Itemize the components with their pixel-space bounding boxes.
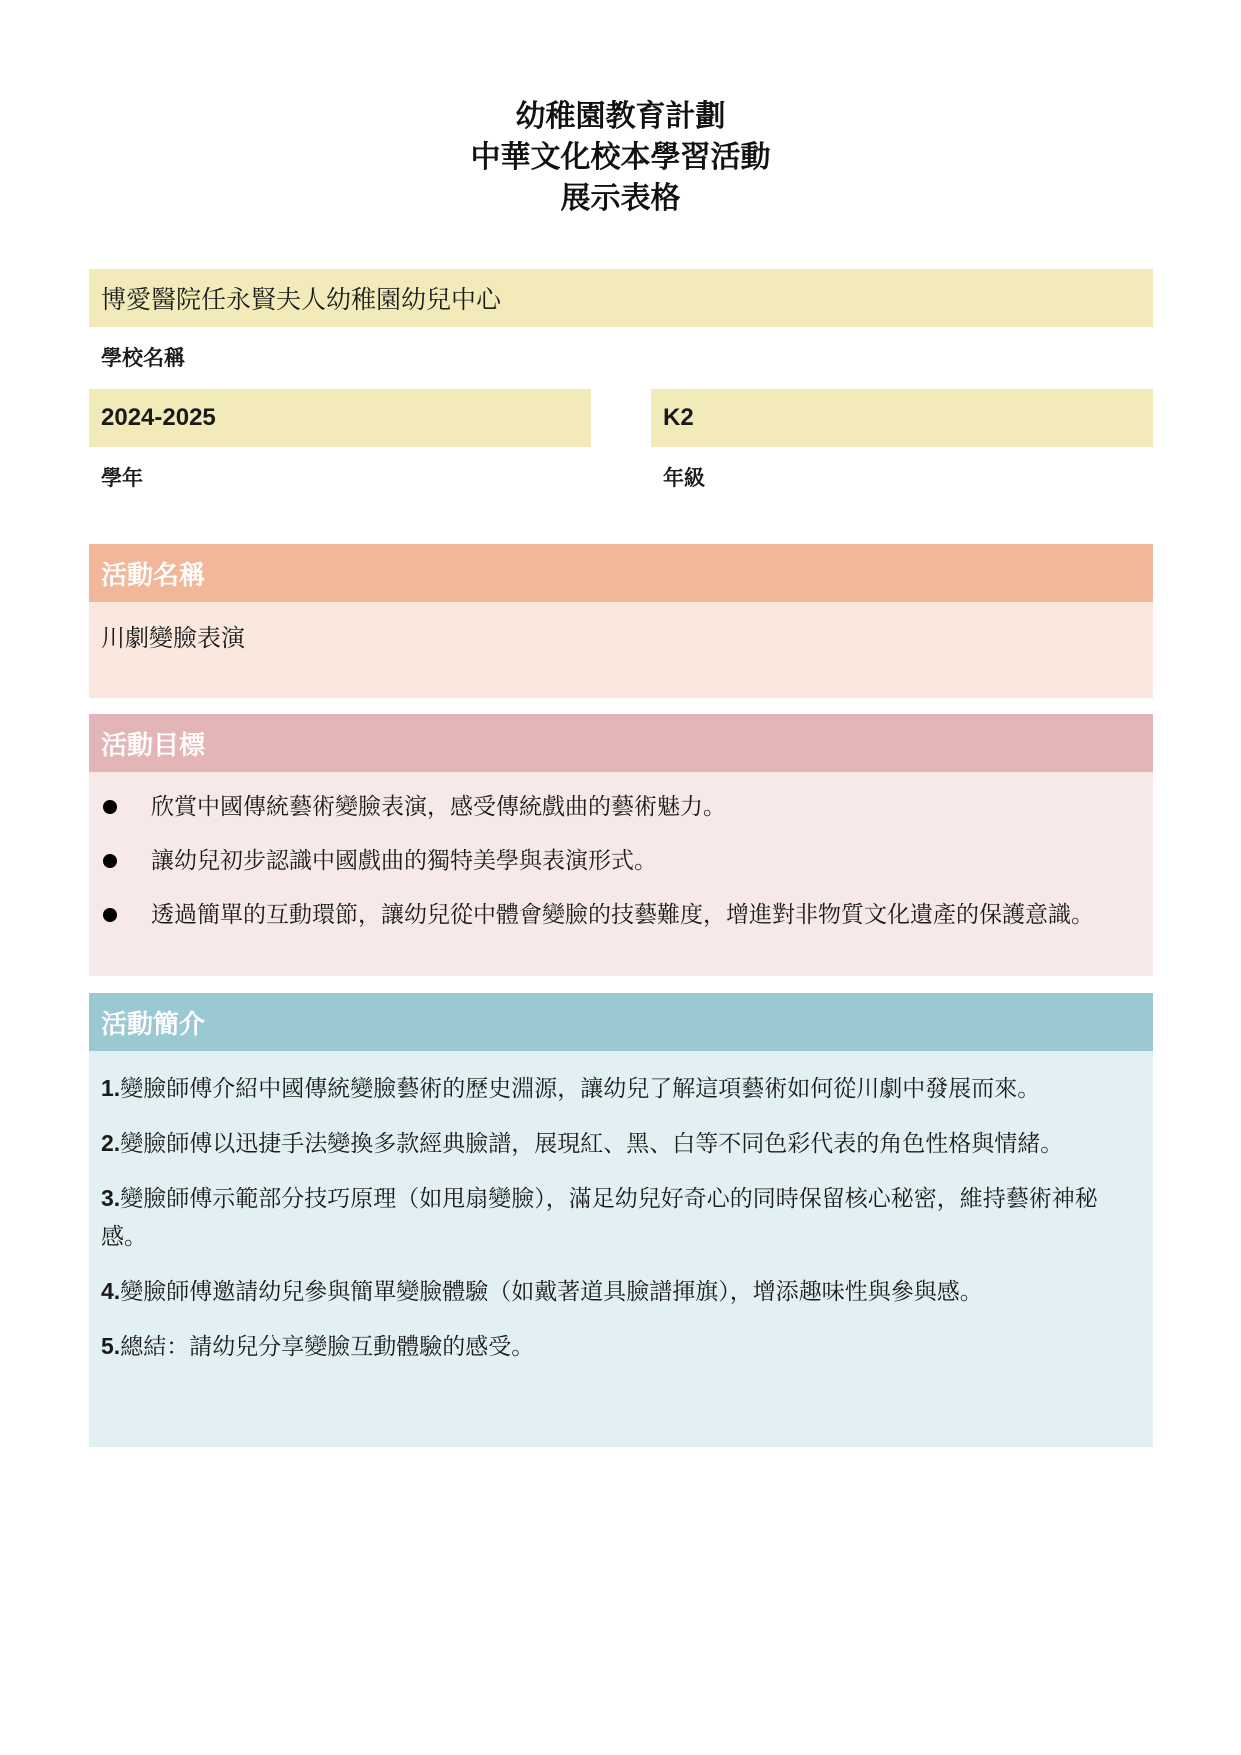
school-name-label: 學校名稱 — [101, 346, 185, 370]
grade-value: K2 — [663, 404, 694, 431]
list-item — [101, 1179, 1141, 1256]
step-number: 2. — [101, 1130, 121, 1156]
step-number: 4. — [101, 1278, 121, 1304]
step-text: 變臉師傅邀請幼兒參與簡單變臉體驗（如戴著道具臉譜揮旗），增添趣味性與參與感。 — [120, 1279, 983, 1305]
objectives-list — [89, 772, 1153, 976]
activity-name-body — [89, 602, 1153, 698]
bullet-icon — [101, 896, 151, 934]
list-item — [101, 1124, 1141, 1163]
list-item — [101, 1069, 1141, 1108]
school-year-field — [89, 389, 591, 447]
step-number: 3. — [101, 1185, 121, 1211]
school-year-value: 2024-2025 — [101, 404, 216, 431]
activity-name-section — [89, 544, 1153, 698]
bullet-icon — [101, 788, 151, 826]
title-line-1: 幼稚園教育計劃 — [515, 99, 726, 134]
page-title — [0, 96, 1241, 219]
step-number: 1. — [101, 1075, 121, 1101]
objectives-heading: 活動目標 — [89, 714, 1153, 772]
list-item — [101, 1327, 1141, 1366]
objectives-section — [89, 714, 1153, 976]
list-item — [101, 896, 1141, 934]
introduction-section — [89, 993, 1153, 1447]
list-item — [101, 842, 1141, 880]
objective-text: 讓幼兒初步認識中國戲曲的獨特美學與表演形式。 — [151, 848, 657, 874]
step-text: 總結：請幼兒分享變臉互動體驗的感受。 — [120, 1334, 535, 1360]
title-line-2: 中華文化校本學習活動 — [470, 140, 771, 175]
introduction-heading: 活動簡介 — [89, 993, 1153, 1051]
list-item — [101, 788, 1141, 826]
list-item — [101, 1272, 1141, 1311]
school-name-value: 博愛醫院任永賢夫人幼稚園幼兒中心 — [101, 285, 502, 314]
bullet-icon — [101, 842, 151, 880]
step-text: 變臉師傅示範部分技巧原理（如甩扇變臉），滿足幼兒好奇心的同時保留核心秘密，維持藝術神秘感。 — [101, 1186, 1098, 1250]
step-text: 變臉師傅介紹中國傳統變臉藝術的歷史淵源，讓幼兒了解這項藝術如何從川劇中發展而來。 — [120, 1076, 1041, 1102]
introduction-list — [89, 1051, 1153, 1447]
objective-text: 透過簡單的互動環節，讓幼兒從中體會變臉的技藝難度，增進對非物質文化遺產的保護意識。 — [151, 902, 1094, 928]
step-text: 變臉師傅以迅捷手法變換多款經典臉譜，展現紅、黑、白等不同色彩代表的角色性格與情緒。 — [120, 1131, 1064, 1157]
title-line-3: 展示表格 — [560, 181, 681, 216]
objective-text: 欣賞中國傳統藝術變臉表演，感受傳統戲曲的藝術魅力。 — [151, 794, 726, 820]
grade-label: 年級 — [663, 466, 705, 490]
grade-field — [651, 389, 1153, 447]
school-name-field — [89, 269, 1153, 327]
step-number: 5. — [101, 1333, 121, 1359]
school-year-label: 學年 — [101, 466, 143, 490]
activity-name-heading: 活動名稱 — [89, 544, 1153, 602]
activity-name-value: 川劇變臉表演 — [101, 624, 245, 652]
